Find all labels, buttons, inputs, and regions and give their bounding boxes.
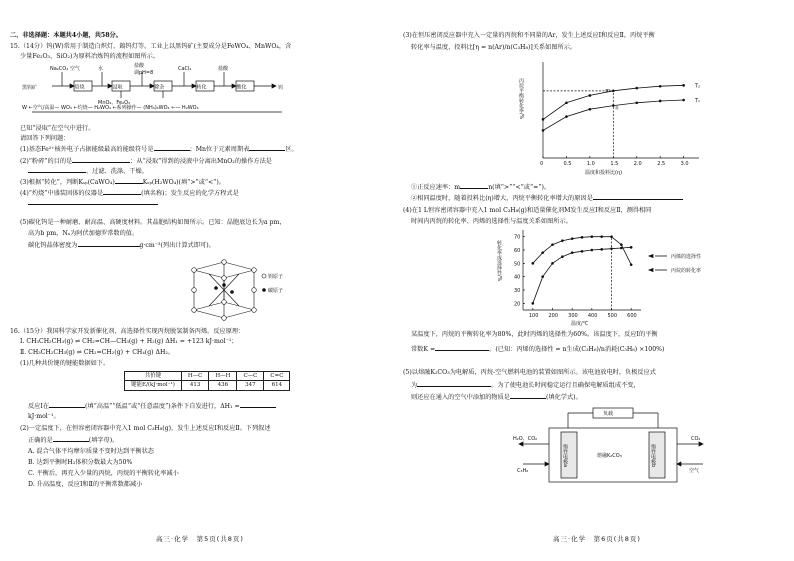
legend-label: 丙烷的转化率 (671, 268, 702, 274)
data-point (571, 238, 573, 240)
data-point (612, 105, 614, 107)
data-point (542, 130, 544, 132)
chart-temperature (493, 226, 733, 326)
data-point (542, 252, 544, 254)
bond-energy-table (124, 371, 290, 391)
data-point (542, 118, 544, 120)
answer-blank[interactable] (435, 344, 489, 351)
table-cell: 347 (237, 381, 264, 390)
q16-3-text-b: 转化率与温度、投料比[η = n(Ar)/n(C₃H₈)]关系如图所示。 (411, 44, 577, 51)
q15-s4b-text: (填名称)；发生反应的化学方程式是 (141, 190, 239, 197)
q16-3-sub2 (411, 193, 683, 203)
q16-reaction-2: Ⅱ. CH₃CH₂CH₃(g) ⇌ CH₂=CH₂(g) + CH₄(g) ΔH₂。 (20, 349, 175, 356)
q15-s1c-text: 区。 (285, 146, 298, 153)
answer-blank[interactable] (115, 177, 143, 184)
q15-s3b-text: Kₛₚ(H₂WO₄)(填“>”或“<”)。 (142, 179, 225, 186)
data-point (636, 102, 638, 104)
answer-blank[interactable] (78, 240, 140, 247)
left-page (6, 0, 391, 561)
option-c: C. 平衡后，再充入少量的丙烷，丙烷的平衡转化率减小 (28, 470, 179, 477)
x-axis-label: 温度和投料比(η) (585, 170, 623, 176)
answer-blank[interactable] (103, 188, 141, 195)
flow-reagent-3: CaCl₂ (178, 66, 192, 72)
q16-4-text-c: 某温度下，丙烷的平衡转化率为80%，此时丙烯的选择性为60%。该温度下，反应Ⅰ的平衡 (411, 331, 658, 338)
answer-blank[interactable] (28, 166, 86, 173)
electrode-b-label: 惰性电极b (650, 444, 656, 468)
answer-blank[interactable] (53, 435, 89, 442)
flow-ph: 调pH=8 (134, 70, 154, 76)
cell-right-out: CO₂ (691, 436, 701, 442)
x-tick-label: 200 (548, 313, 559, 319)
x-tick-label: 0 (540, 161, 544, 167)
data-point (552, 262, 554, 264)
answer-blank[interactable] (249, 144, 285, 151)
x-tick-label: 0.5 (563, 161, 572, 167)
q5c-text: 。为了使电池长时间稳定运行且确保电解质组成不变， (491, 382, 640, 389)
q15-prompt: 请回答下列问题： (20, 135, 70, 142)
data-point (532, 302, 534, 304)
data-point (659, 100, 661, 102)
q16-5-text-b (411, 380, 640, 390)
data-point (589, 95, 591, 97)
right-page (403, 0, 788, 561)
q16-sub1-b (28, 401, 276, 411)
table-row (125, 381, 290, 390)
q3-sub2-text: ②相同温度时，随着投料比(η)增大，丙烷平衡转化率增大的原因是 (411, 195, 593, 202)
q15-s5c-text: 碳化钨晶体密度为 (28, 242, 78, 249)
q15-s2b-text: ；从“浸取”得到的浸液中分离出MnO₂的操作方法是 (130, 158, 272, 165)
q15-s2c-text: 、过滤、洗涤、干燥。 (86, 168, 148, 175)
table-header: 共价键 (125, 372, 182, 381)
y-axis-label: 转化率或选择性/% (496, 240, 502, 282)
x-tick-label: 500 (607, 313, 618, 319)
data-point (566, 116, 568, 118)
x-tick-label: 100 (528, 313, 539, 319)
cell-left-gas: C₃H₈ (517, 468, 529, 474)
table-header: H—H (209, 372, 237, 381)
point-m-label: m (605, 87, 611, 94)
legend-tungsten: 钨原子 (268, 274, 284, 280)
data-point (561, 240, 563, 242)
x-tick-label: 1.0 (586, 161, 595, 167)
q16-4-text-b: 时间内丙烷的转化率、丙烯的选择性与温度关系如图所示。 (411, 218, 572, 225)
q15-stem-1: 15.（14分）钨(W)常用于制造白炽灯、鎢钨灯等。工业上以黑钨矿(主要成分是FeWO₄、MnWO₄，含 (10, 43, 292, 50)
fuel-cell-diagram (513, 404, 713, 488)
q3-sub1-text: ①正反应速率：m (411, 184, 461, 191)
q15-s3-text: (3)根据“转化”，判断Kₛₚ(CaWO₄) (20, 179, 115, 186)
q16-5-text-c (411, 392, 582, 402)
legend-carbon: 碳原子 (268, 288, 284, 294)
q15-sub1 (20, 144, 298, 154)
q16-s2b-text: 正确的是 (28, 437, 53, 444)
data-point (636, 87, 638, 89)
x-tick-label: 2.0 (633, 161, 642, 167)
flow-reagent-4: 盐酸 (218, 66, 229, 72)
data-point (611, 236, 613, 238)
data-point (659, 85, 661, 87)
table-cell: 614 (264, 381, 290, 390)
q15-stem-2: 少量Fe₂O₃、SiO₂)为原料冶炼钨的流程如图所示。 (20, 53, 160, 60)
option-b: B. 达到平衡时H₂体积分数最大为50% (28, 459, 133, 466)
x-tick-label: 3.0 (680, 161, 689, 167)
option-a: A. 混合气体平均摩尔质量不变时达到平衡状态 (28, 448, 154, 455)
q15-s4-text: (4)“灼烧”中盛装固体的仪器是 (20, 190, 104, 197)
process-flow-diagram (22, 62, 362, 118)
y-tick-label: 40 (514, 274, 521, 281)
page-footer-right: 高三·化学 第6页(共8页) (553, 535, 641, 544)
flow-box-roast: 焙烧 (74, 84, 85, 91)
flow-source: 黑钨矿 (22, 85, 38, 91)
q15-sub5: (5)碳化钨是一种耐磨、耐高温、高硬度材料。其晶胞结构如图所示。已知：晶胞底边长为a pm， (20, 219, 286, 226)
page-footer-left: 高三·化学 第5页(共8页) (156, 535, 244, 544)
answer-blank[interactable] (49, 401, 85, 408)
cell-left-out: H₂O、CO₂ (513, 436, 538, 442)
x-tick-label: 1.5 (610, 161, 619, 167)
q4e-text: 。(已知：丙烯的选择性 = n生成(C₃H₆)/n消耗(C₃H₈) ×100%) (489, 346, 665, 353)
q5b-text: 为 (411, 382, 418, 389)
data-point (532, 262, 534, 264)
data-point (620, 247, 622, 249)
table-cell: 413 (181, 381, 209, 390)
flow-box-leach: 浸取 (112, 84, 123, 91)
q16-sub2: (2)一定温度下，在恒容密闭容器中充入1 mol C₃H₈(g)，发生上述反应Ⅰ和反应Ⅱ。下列叙述 (20, 425, 271, 432)
y-tick-label: 50 (514, 261, 521, 268)
table-header: H—C (181, 372, 209, 381)
answer-blank[interactable] (460, 182, 488, 189)
data-point (552, 244, 554, 246)
answer-blank[interactable] (417, 380, 491, 387)
data-point (589, 108, 591, 110)
flow-water: 水 (98, 66, 104, 72)
y-tick-label: 70 (514, 234, 521, 241)
table-header: C=C (264, 372, 290, 381)
answer-blank[interactable] (72, 156, 130, 163)
table-cell: 键能E/(kJ·mol⁻¹) (125, 381, 182, 390)
option-d: D. 升高温度，反应Ⅰ和Ⅱ的平衡常数都减小 (28, 481, 143, 488)
series-label: T₁ (695, 98, 701, 105)
flow-product: 钨 (278, 85, 284, 91)
q16-s1c-text: (填“高温”“低温”或“任意温度”)条件下自发进行，ΔH₁ = (85, 403, 240, 410)
q5e-text: (填化学式)。 (546, 394, 582, 401)
data-point (566, 102, 568, 104)
q15-s5d-text: g·cm⁻³(列出计算式即可)。 (139, 242, 215, 249)
data-point (630, 264, 632, 266)
flow-residue: MnO₂、Fe₂O₃ (98, 100, 131, 106)
q16-stem: 16.（15分）我国科学家开发新催化剂，高选择性实现丙烷脱氢制备丙烯。反应原理： (10, 328, 245, 335)
q15-sub2-cont (28, 166, 148, 176)
x-axis-label: 温度/℃ (571, 321, 589, 326)
y-tick-label: 30 (514, 288, 521, 294)
data-point (601, 248, 603, 250)
x-tick-label: 300 (568, 313, 578, 319)
flow-row-2: W ←空气/高温— WO₃ ←灼烧— H₂WO₄ ←系列操作— (NH₄)₆WO₄ ←— H₂WO₄ (22, 105, 199, 111)
data-point (591, 249, 593, 251)
q16-sub1: (1)几种共价键的键能数据如下。 (20, 360, 110, 367)
answer-blank[interactable] (510, 392, 546, 399)
table-row (125, 372, 290, 381)
q16-3-sub1 (411, 182, 550, 192)
flow-box-filter: 除杂 (154, 84, 165, 91)
y-axis-label: 丙烷平衡转化率/% (518, 78, 524, 120)
cell-right-in: 空气 (689, 468, 700, 474)
q15-s2-text: (2)“粉碎”的目的是 (20, 158, 73, 165)
legend-label: 丙烯的选择性 (671, 254, 702, 260)
q15-sub4 (20, 188, 239, 198)
data-point (620, 244, 622, 246)
answer-blank[interactable] (28, 198, 158, 205)
table-header: C—C (237, 372, 264, 381)
legend-arrow (649, 269, 653, 272)
data-point (630, 246, 632, 248)
q16-3-text-a: (3)在恒压密闭反应器中充入一定量的丙烷和不同量的Ar，发生上述反应Ⅰ和反应Ⅱ，丙烷平衡 (403, 32, 655, 39)
q16-4-text-a: (4)在1 L恒容密闭容器中充入1 mol C₃H₈(g)和适量催化剂M发生反应Ⅰ和反应Ⅱ，测得相同 (403, 207, 652, 214)
electrode-a-label: 惰性电极a (562, 444, 568, 468)
q4d-text: 常数K = (411, 346, 436, 353)
q3-sub1b-text: n(填“>”“<”或“=”)。 (488, 184, 551, 191)
series-label: T₂ (695, 83, 701, 90)
crystal-cell-diagram (184, 258, 294, 324)
point-n-label: n (615, 105, 619, 112)
y-tick-label: 60 (514, 248, 521, 254)
flow-box-acid: 酸化 (236, 84, 247, 91)
data-point (612, 90, 614, 92)
flow-reagent-2: 盐酸 (134, 63, 145, 69)
q16-5-text-a: (5)以熔融K₂CO₃为电解质，丙烷-空气燃料电池的装置如图所示。该电池放电时，负极反应式 (403, 369, 656, 376)
data-point (591, 236, 593, 238)
data-point (611, 248, 613, 250)
answer-blank[interactable] (154, 144, 190, 151)
data-point (683, 99, 685, 101)
q16-sub2-b (28, 435, 118, 445)
data-point (683, 84, 685, 86)
q16-s1b-text: 反应Ⅰ在 (28, 403, 50, 410)
q5d-text: 则还应在通入的空气中添加的物质是 (411, 394, 510, 401)
q15-sub4-cont (28, 198, 158, 208)
x-tick-label: 400 (587, 313, 598, 319)
cell-electrolyte: 熔融K₂CO₃ (597, 453, 622, 459)
q15-sub2 (20, 156, 272, 166)
data-point (581, 236, 583, 238)
section-title: 二、非选择题：本题共4小题，共58分。 (10, 32, 122, 39)
legend-arrow (649, 255, 653, 258)
load-label: 负载 (603, 411, 614, 417)
chart-conversion-ratio (513, 58, 713, 178)
x-tick-label: 600 (627, 313, 637, 319)
x-tick-label: 2.5 (657, 161, 666, 167)
data-point (601, 236, 603, 238)
q15-sub5-c (28, 240, 215, 250)
data-point (571, 252, 573, 254)
q15-sub3 (20, 177, 225, 187)
q15-s1b-text: ；Mn位于元素周期表 (189, 146, 250, 153)
q15-known: 已知“浸取”在空气中进行。 (20, 125, 95, 132)
answer-blank[interactable] (240, 401, 276, 408)
q15-sub5-b: 高为b pm，Nₐ为阿伏加德罗常数的值。 (28, 230, 139, 237)
y-tick-label: 20 (514, 301, 521, 308)
data-point (581, 250, 583, 252)
series-line-1 (533, 247, 631, 303)
q15-s1-text: (1)基态Fe²⁺核外电子占据能级最高的能级符号是 (20, 146, 154, 153)
q16-s2c-text: (填字母)。 (88, 437, 119, 444)
q16-reaction-1: Ⅰ. CH₃CH₂CH₃(g) ⇌ CH₂=CH—CH₃(g) + H₂(g) ΔH₁ = +123 kJ·mol⁻¹； (20, 338, 238, 345)
data-point (561, 256, 563, 258)
q16-4-text-d (411, 344, 664, 354)
q16-sub1-d: kJ·mol⁻¹。 (28, 413, 60, 420)
answer-blank[interactable] (593, 193, 683, 200)
table-cell: 436 (209, 381, 237, 390)
flow-box-convert: 转化 (196, 84, 207, 91)
flow-reagent-1: Na₂CO₃ 空气 (50, 66, 80, 72)
data-point (542, 276, 544, 278)
